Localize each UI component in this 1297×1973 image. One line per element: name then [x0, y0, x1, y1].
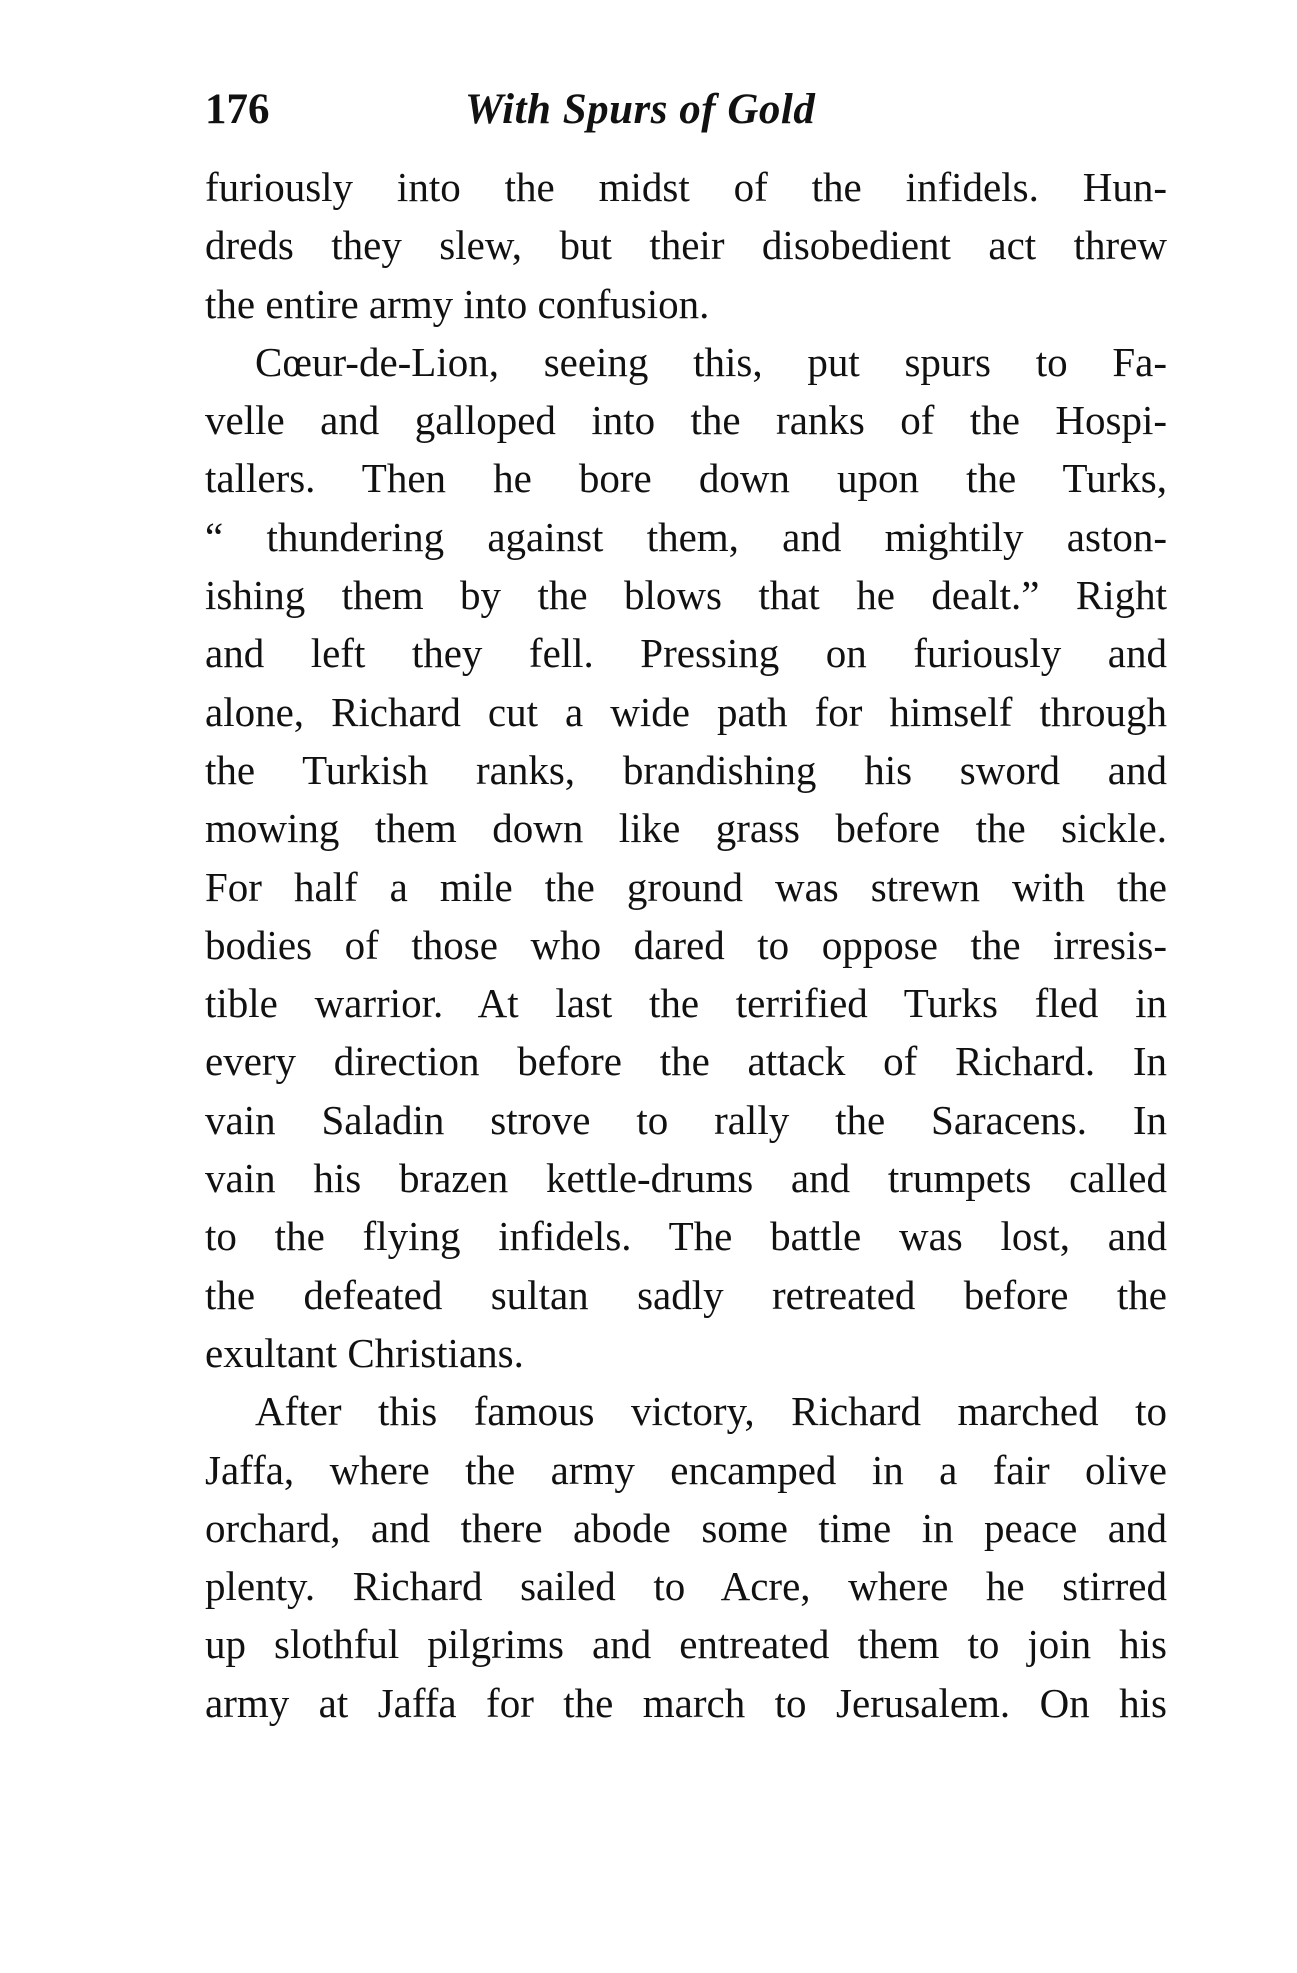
- page-number: 176: [205, 86, 270, 133]
- paragraph-first-line: Cœur-de-Lion, seeing this, put spurs to Fa-: [255, 338, 1167, 385]
- text-line: up slothful pilgrims and entreated them to join his: [205, 1621, 1167, 1668]
- text-line: tallers. Then he bore down upon the Turks,: [205, 455, 1167, 502]
- text-line: the Turkish ranks, brandishing his sword and: [205, 746, 1167, 793]
- text-line: army at Jaffa for the march to Jerusalem. On his: [205, 1679, 1167, 1726]
- text-line: alone, Richard cut a wide path for himself through: [205, 688, 1167, 735]
- text-line: orchard, and there abode some time in peace and: [205, 1504, 1167, 1551]
- text-line: the defeated sultan sadly retreated before the: [205, 1271, 1167, 1318]
- text-line: Jaffa, where the army encamped in a fair olive: [205, 1446, 1167, 1493]
- text-line: furiously into the midst of the infidels. Hun-: [205, 164, 1167, 210]
- running-title: With Spurs of Gold: [465, 86, 816, 133]
- text-line: “ thundering against them, and mightily aston-: [205, 513, 1167, 560]
- text-line: mowing them down like grass before the sickle.: [205, 805, 1167, 852]
- paragraph-first-line: After this famous victory, Richard marched to: [255, 1388, 1167, 1435]
- text-line: tible warrior. At last the terrified Turks fled in: [205, 980, 1167, 1027]
- text-line: vain his brazen kettle-drums and trumpets called: [205, 1155, 1167, 1202]
- running-head: [205, 80, 905, 140]
- text-line: every direction before the attack of Richard. In: [205, 1038, 1167, 1085]
- text-line: plenty. Richard sailed to Acre, where he stirred: [205, 1563, 1167, 1610]
- text-line: and left they fell. Pressing on furiously and: [205, 630, 1167, 677]
- text-line: velle and galloped into the ranks of the Hospi-: [205, 397, 1167, 444]
- text-line: bodies of those who dared to oppose the irresis-: [205, 921, 1167, 968]
- text-line: vain Saladin strove to rally the Saracens. In: [205, 1096, 1167, 1143]
- text-line: dreds they slew, but their disobedient act threw: [205, 222, 1167, 269]
- body-text: [205, 158, 1167, 1732]
- text-line: For half a mile the ground was strewn with the: [205, 863, 1167, 910]
- text-line: the entire army into confusion.: [205, 280, 710, 327]
- text-line: exultant Christians.: [205, 1329, 524, 1376]
- text-line: ishing them by the blows that he dealt.” Right: [205, 572, 1167, 619]
- text-line: to the flying infidels. The battle was lost, and: [205, 1213, 1167, 1260]
